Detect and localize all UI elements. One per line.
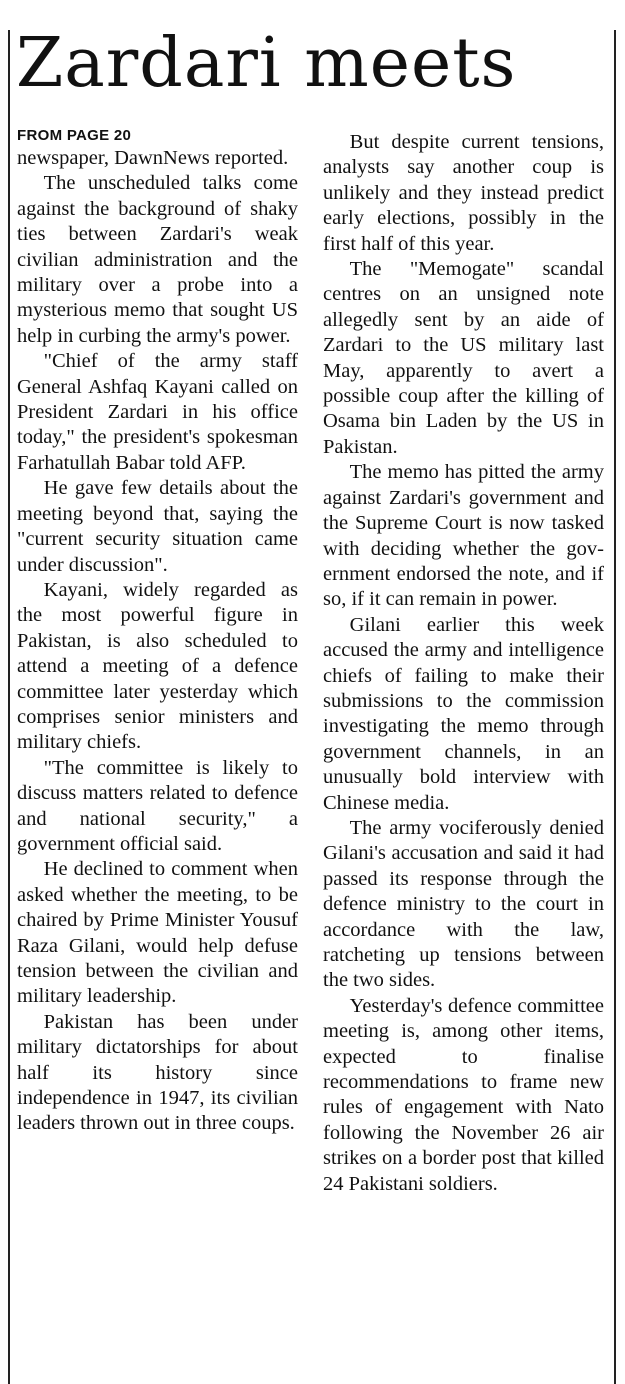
- paragraph: The army vociferously denied Gilani's accusation and said it had passed its response through the defence ministry to the court in accordance with the law, ratcheting up tensions between the two sides.: [323, 816, 604, 992]
- paragraph: Kayani, widely regarded as the most powerful figure in Pakistan, is also scheduled to attend a meeting of a defence committee later yesterday which comprises senior ministers and military chiefs.: [17, 578, 298, 754]
- paragraph: "The committee is likely to discuss matters related to defence and national security," a government official said.: [17, 756, 298, 855]
- paragraph: He declined to comment when asked whether the meeting, to be chaired by Prime Minister Yousuf Raza Gilani, would help defuse tension between the civilian and military leadership.: [17, 858, 298, 1008]
- paragraph: He gave few details about the meeting beyond that, saying the "current security situation came under discussion".: [17, 477, 298, 576]
- paragraph: The memo has pitted the army against Zardari's government and the Supreme Court is now tasked with deciding whether the government endorsed the note, and if so, if it can remain in power.: [323, 461, 604, 611]
- paragraph: "Chief of the army staff General Ashfaq Kayani called on President Zardari in his office today," the president's spokesman Farhatullah Babar told AFP.: [17, 350, 298, 474]
- paragraph: The unscheduled talks come against the background of shaky ties between Zardari's weak civilian administration and the military over a probe into a mysterious memo that sought US help in curbing the army's power.: [17, 172, 298, 347]
- paragraph: Gilani earlier this week accused the army and intelligence chiefs of failing to make their submissions to the commission investigating the memo through government channels, in an unusually bold interview with Chinese media.: [323, 613, 604, 814]
- left-column-rule: [8, 30, 10, 1384]
- left-column: [17, 126, 298, 1137]
- paragraph: Yesterday's defence committee meeting is, among other items, expected to finalise recommendations to frame new rules of engagement with Nato following the November 26 air strikes on a border post that killed 24 Pakistani soldiers.: [323, 994, 604, 1195]
- paragraph: Pakistan has been under military dictatorships for about half its history since independence in 1947, its civilian leaders thrown out in three coups.: [17, 1010, 298, 1135]
- right-column-rule: [614, 30, 616, 1384]
- paragraph: The "Memogate" scandal centres on an unsigned note allegedly sent by an aide of Zardari to the US military last May, apparently to avert a possible coup after the killing of Osama bin Laden by the US in Pakistan.: [323, 258, 604, 458]
- paragraph: But despite current tensions, analysts say another coup is unlikely and they instead predict early elections, possibly in the first half of this year.: [323, 131, 604, 255]
- kicker-from-page: FROM PAGE 20: [17, 127, 132, 144]
- right-column: [323, 130, 604, 1197]
- paragraph: newspaper, DawnNews reported.: [17, 147, 289, 169]
- headline: Zardari meets: [16, 24, 517, 103]
